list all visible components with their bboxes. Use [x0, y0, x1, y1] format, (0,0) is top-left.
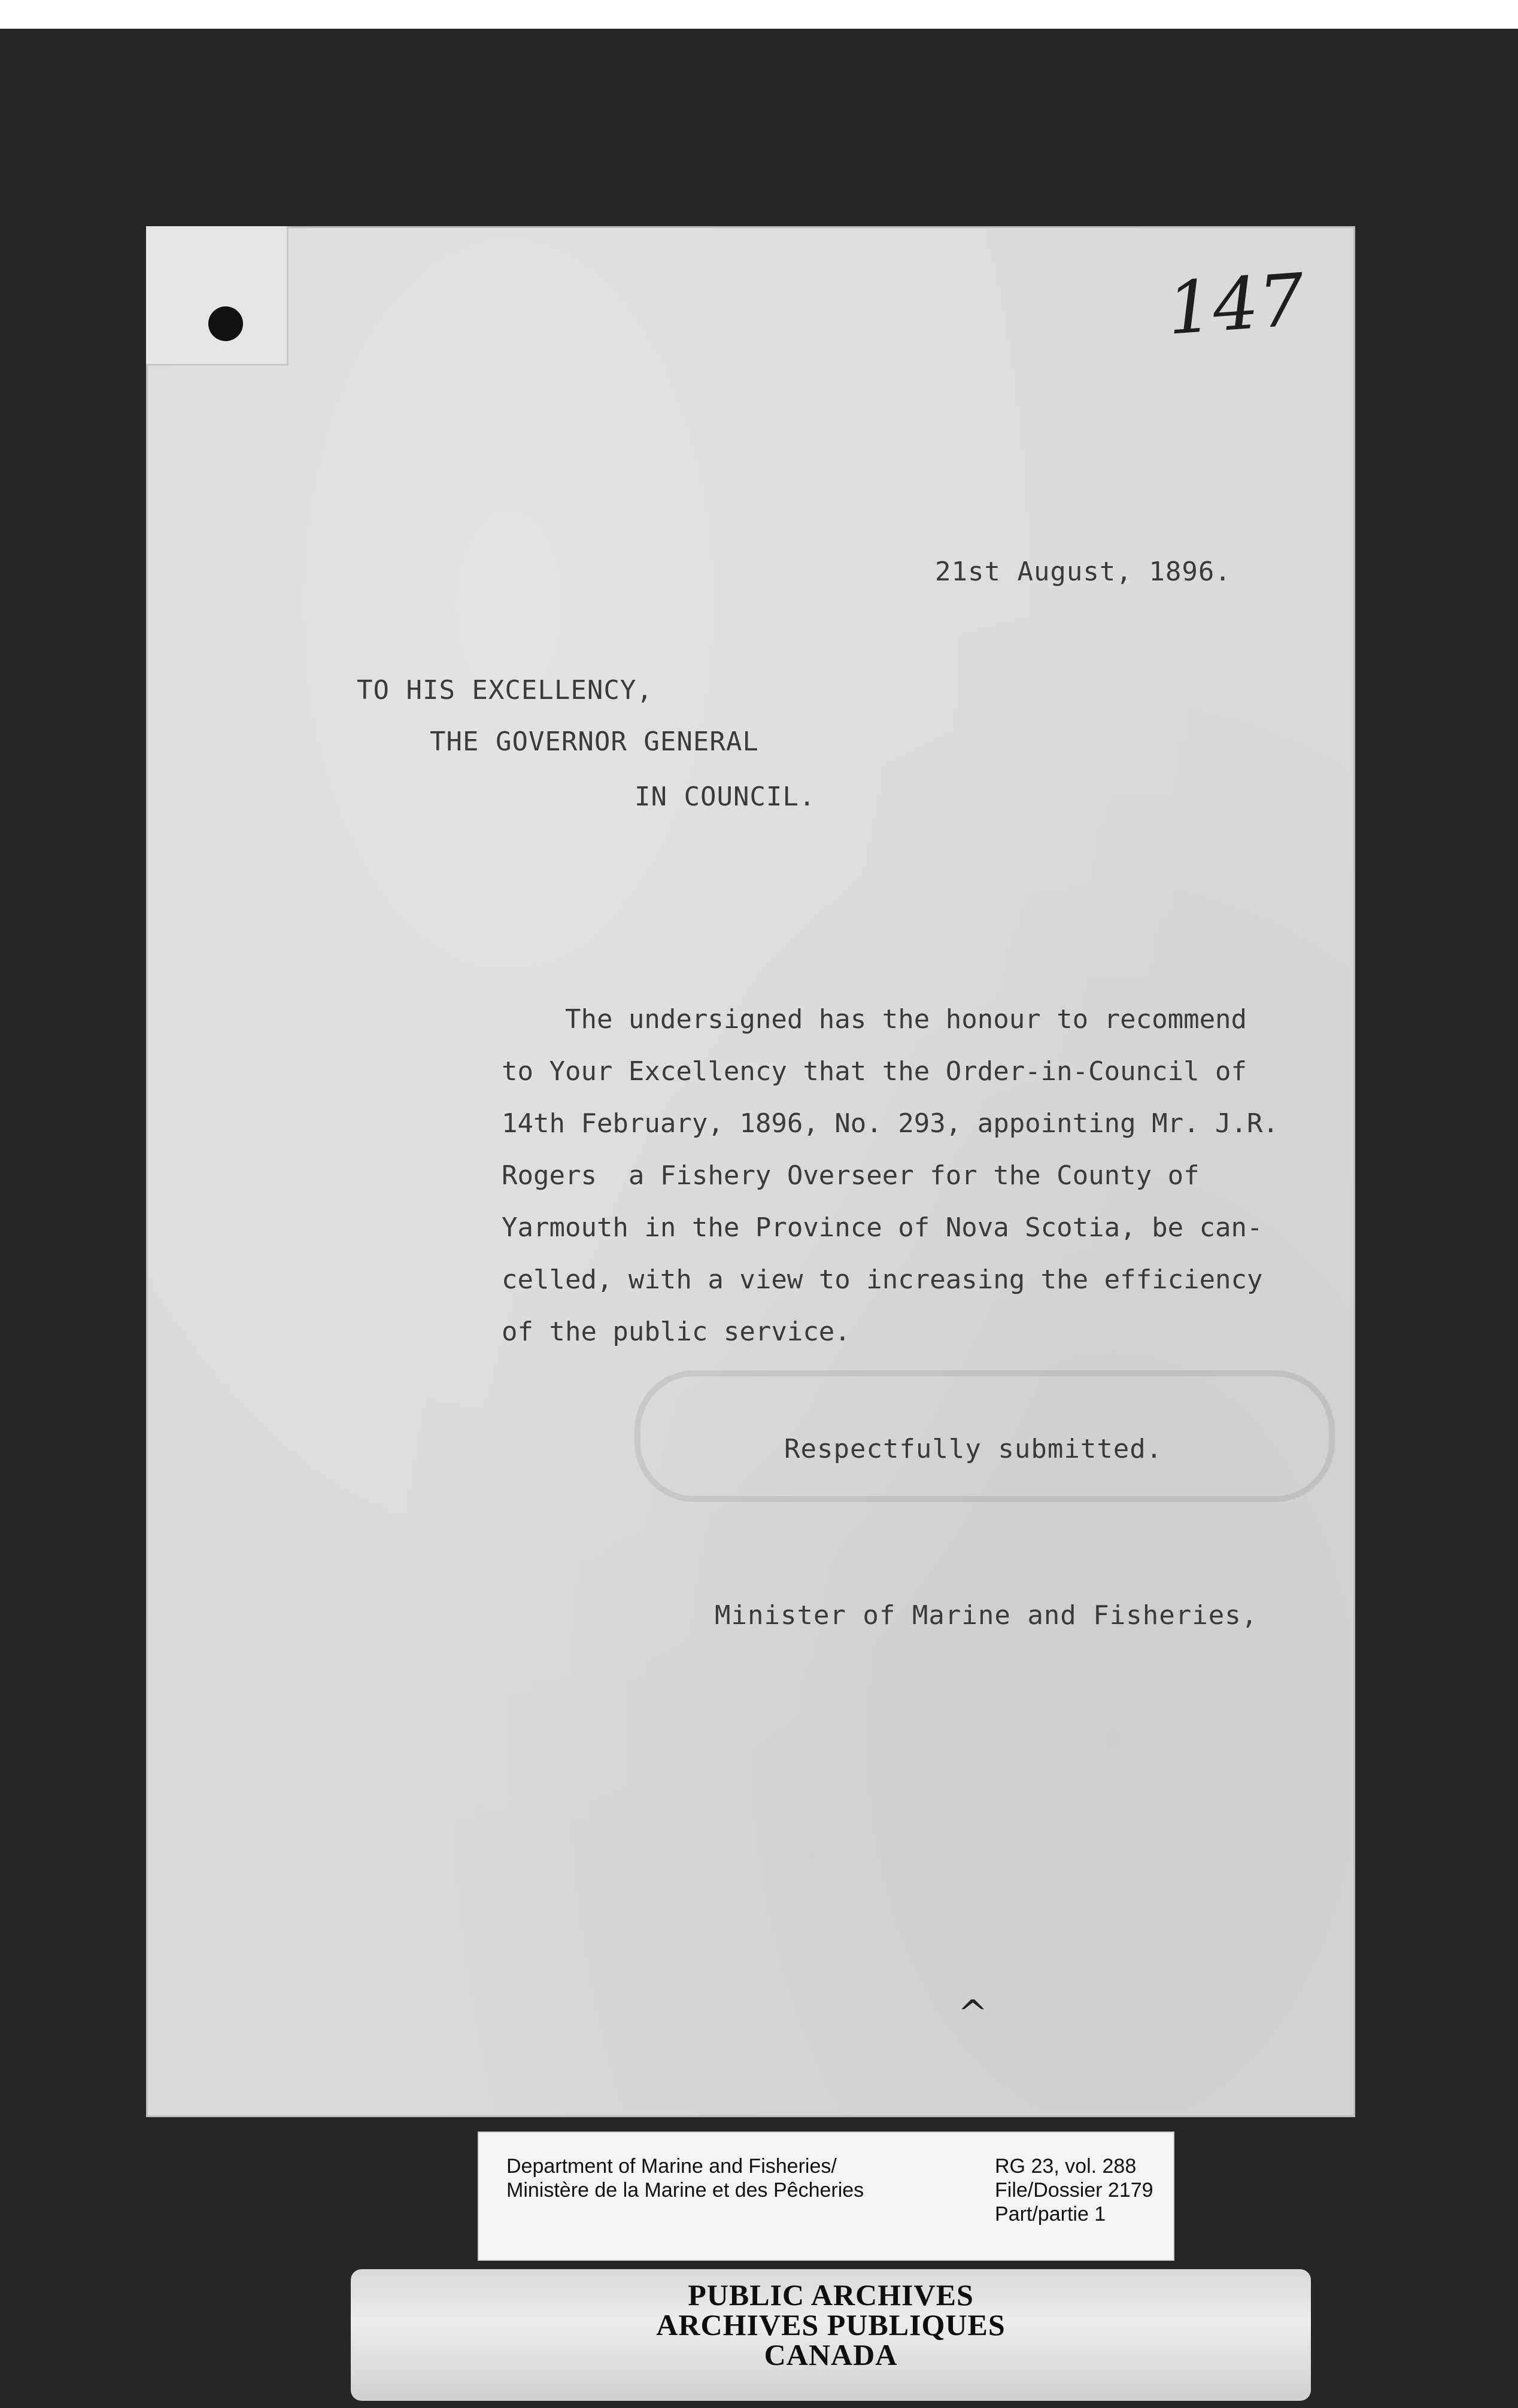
signature-title: Minister of Marine and Fisheries, — [715, 1600, 1258, 1631]
salutation-line-1: TO HIS EXCELLENCY, — [357, 675, 653, 706]
department-names — [506, 2154, 864, 2202]
page-number: 147 — [1164, 259, 1307, 351]
department-french: Ministère de la Marine et des Pêcheries — [506, 2179, 864, 2202]
salutation-line-3: IN COUNCIL. — [634, 782, 816, 812]
body-line: Yarmouth in the Province of Nova Scotia, be can- — [502, 1212, 1263, 1243]
body-line: Rogers a Fishery Overseer for the County of — [502, 1160, 1200, 1191]
body-line: celled, with a view to increasing the efficiency — [502, 1264, 1263, 1295]
body-paragraph — [502, 993, 1279, 1358]
banner-line-french: ARCHIVES PUBLIQUES — [656, 2308, 1006, 2342]
archive-reference-label — [478, 2132, 1174, 2261]
record-group: RG 23, vol. 288 — [995, 2155, 1137, 2178]
body-line: of the public service. — [502, 1317, 851, 1347]
part-number: Part/partie 1 — [995, 2203, 1106, 2225]
banner-line-country: CANADA — [764, 2338, 898, 2371]
body-line: 14th February, 1896, No. 293, appointing Mr. J.R. — [502, 1108, 1279, 1139]
salutation-line-2: THE GOVERNOR GENERAL — [430, 726, 759, 757]
department-english: Department of Marine and Fisheries/ — [506, 2155, 837, 2178]
body-line: The undersigned has the honour to recommend — [502, 1004, 1247, 1035]
file-number: File/Dossier 2179 — [995, 2179, 1153, 2202]
banner-line-english: PUBLIC ARCHIVES — [688, 2278, 974, 2312]
stray-mark: ^ — [958, 1993, 988, 2035]
punch-hole-icon — [208, 306, 243, 341]
letter-date: 21st August, 1896. — [935, 557, 1231, 587]
public-archives-banner — [351, 2269, 1311, 2401]
closing: Respectfully submitted. — [784, 1434, 1163, 1464]
body-line: to Your Excellency that the Order-in-Council of — [502, 1056, 1247, 1087]
paper-tab — [146, 226, 289, 366]
file-reference — [995, 2154, 1153, 2226]
